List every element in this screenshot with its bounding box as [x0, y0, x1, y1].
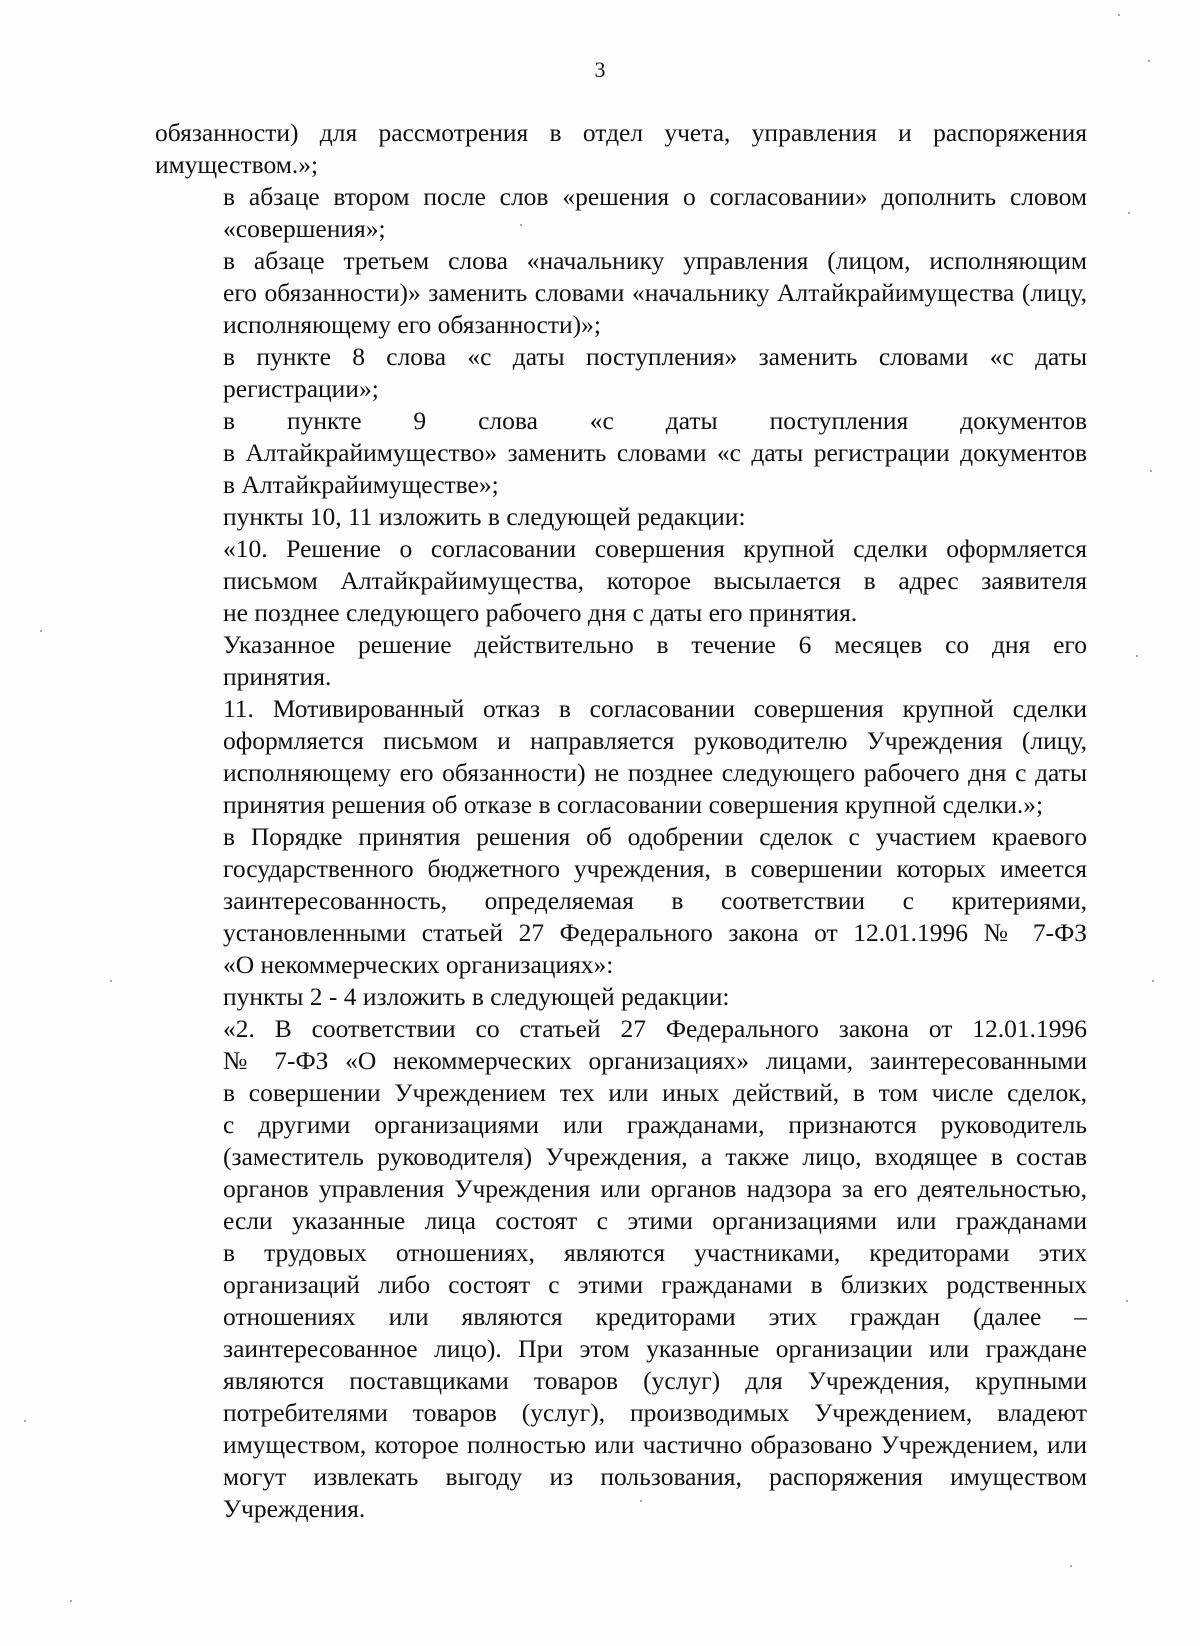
- text-line: исполняющему его обязанности)»;: [223, 310, 601, 339]
- text-line: регистрации»;: [223, 374, 379, 403]
- text-line: не позднее следующего рабочего дня с даты его принятия.: [223, 598, 858, 627]
- paragraph: [155, 405, 1087, 501]
- text-line: органов управления Учреждения или органов надзора за его деятельностью,: [223, 1174, 1087, 1203]
- text-line: установленными статьей 27 Федерального закона от 12.01.1996 № 7-ФЗ: [223, 918, 1087, 947]
- text-line: в Алтайкрайимуществе»;: [223, 470, 499, 499]
- text-line: в совершении Учреждением тех или иных действий, в том числе сделок,: [223, 1078, 1087, 1107]
- scan-speck: [1152, 980, 1154, 982]
- text-line: исполняющему его обязанности) не позднее следующего рабочего дня с даты: [223, 758, 1087, 787]
- text-line: 11. Мотивированный отказ в согласовании совершения крупной сделки: [223, 694, 1087, 723]
- text-line: являются поставщиками товаров (услуг) для Учреждения, крупными: [223, 1366, 1087, 1395]
- text-line: «О некоммерческих организациях»:: [223, 950, 614, 979]
- paragraph: [155, 117, 1087, 181]
- paragraph: [155, 533, 1087, 629]
- paragraph: [155, 245, 1087, 341]
- text-line: принятия решения об отказе в согласовании совершения крупной сделки.»;: [223, 790, 1044, 819]
- scan-speck: [520, 224, 522, 226]
- text-line: в абзаце втором после слов «решения о согласовании» дополнить словом: [223, 182, 1087, 211]
- text-line: с другими организациями или гражданами, признаются руководитель: [223, 1110, 1087, 1139]
- text-line: оформляется письмом и направляется руководителю Учреждения (лицу,: [223, 726, 1087, 755]
- text-line: имуществом.»;: [155, 150, 319, 179]
- text-line: заинтересованность, определяемая в соответствии с критериями,: [223, 886, 1087, 915]
- scan-speck: [24, 1420, 26, 1422]
- scan-speck: [1118, 14, 1120, 16]
- text-line: в пункте 8 слова «с даты поступления» заменить словами «с даты: [223, 342, 1087, 371]
- text-line: государственного бюджетного учреждения, в совершении которых имеется: [223, 854, 1087, 883]
- text-line: письмом Алтайкрайимущества, которое высылается в адрес заявителя: [223, 566, 1087, 595]
- paragraph: [155, 821, 1087, 981]
- text-line: имуществом, которое полностью или частично образовано Учреждением, или: [223, 1430, 1087, 1459]
- paragraph: [155, 501, 1087, 533]
- paragraph: [155, 629, 1087, 693]
- text-line: принятия.: [223, 662, 332, 691]
- text-line: (заместитель руководителя) Учреждения, а также лицо, входящее в состав: [223, 1142, 1087, 1171]
- scan-speck: [1126, 1300, 1128, 1302]
- scan-speck: [1150, 470, 1152, 472]
- paragraph: [155, 181, 1087, 245]
- page-number: 3: [594, 57, 606, 82]
- document-body: [155, 117, 1087, 1525]
- text-line: в пункте 9 слова «с даты поступления документов: [223, 406, 1087, 435]
- text-line: «10. Решение о согласовании совершения крупной сделки оформляется: [223, 534, 1087, 563]
- paragraph: [155, 341, 1087, 405]
- text-line: Указанное решение действительно в течение 6 месяцев со дня его: [223, 630, 1087, 659]
- text-line: заинтересованное лицо). При этом указанные организации или граждане: [223, 1334, 1087, 1363]
- scan-speck: [1070, 1565, 1072, 1567]
- text-line: «2. В соответствии со статьей 27 Федерального закона от 12.01.1996: [223, 1014, 1087, 1043]
- text-line: если указанные лица состоят с этими организациями или гражданами: [223, 1206, 1087, 1235]
- text-line: пункты 2 - 4 изложить в следующей редакции:: [223, 982, 730, 1011]
- paragraph: [155, 693, 1087, 821]
- paragraph: [155, 1013, 1087, 1525]
- text-line: обязанности) для рассмотрения в отдел учета, управления и распоряжения: [155, 118, 1087, 147]
- text-line: «совершения»;: [223, 214, 386, 243]
- text-line: Учреждения.: [223, 1494, 366, 1523]
- text-line: организаций либо состоят с этими гражданами в близких родственных: [223, 1270, 1087, 1299]
- text-line: его обязанности)» заменить словами «начальнику Алтайкрайимущества (лицу,: [223, 278, 1087, 307]
- paragraph: [155, 981, 1087, 1013]
- text-line: потребителями товаров (услуг), производимых Учреждением, владеют: [223, 1398, 1087, 1427]
- scan-speck: [110, 980, 112, 982]
- text-line: в абзаце третьем слова «начальнику управления (лицом, исполняющим: [223, 246, 1087, 275]
- text-line: могут извлекать выгоду из пользования, распоряжения имуществом: [223, 1462, 1087, 1491]
- text-line: отношениях или являются кредиторами этих граждан (далее –: [223, 1302, 1087, 1331]
- text-line: в Порядке принятия решения об одобрении сделок с участием краевого: [223, 822, 1087, 851]
- scan-speck: [70, 1600, 72, 1602]
- scan-speck: [1148, 60, 1150, 62]
- text-line: в трудовых отношениях, являются участниками, кредиторами этих: [223, 1238, 1087, 1267]
- text-line: пункты 10, 11 изложить в следующей редакции:: [223, 502, 746, 531]
- scan-speck: [40, 630, 42, 632]
- scan-speck: [1136, 655, 1138, 657]
- text-line: в Алтайкрайимущество» заменить словами «с даты регистрации документов: [223, 438, 1087, 467]
- scan-speck: [1128, 212, 1130, 214]
- text-line: № 7-ФЗ «О некоммерческих организациях» лицами, заинтересованными: [223, 1046, 1087, 1075]
- scan-speck: [640, 1500, 642, 1502]
